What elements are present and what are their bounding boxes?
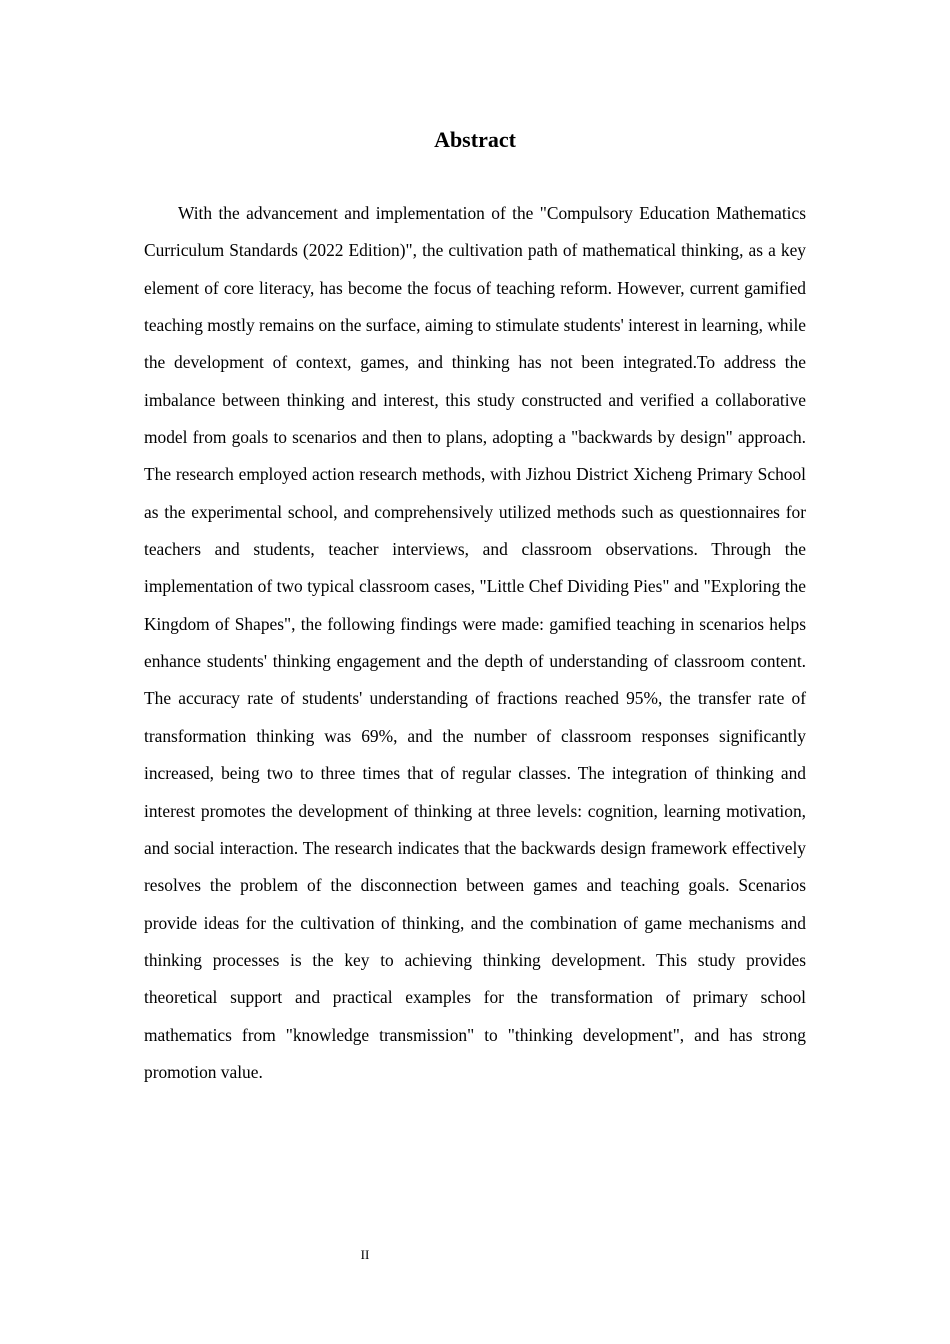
abstract-paragraph: With the advancement and implementation of the "Compulsory Education Mathematics Curriculum Standards (2022 Edition)", the cultivation path of mathematical thinking, as a key element of core literacy, has become the focus of teaching reform. However, current gamified teaching mostly remains on the surface, aiming to stimulate students' interest in learning, while the development of context, games, and thinking has not been integrated.To address the imbalance between thinking and interest, this study constructed and verified a collaborative model from goals to scenarios and then to plans, adopting a "backwards by design" approach. The research employed action research methods, with Jizhou District Xicheng Primary School as the experimental school, and comprehensively utilized methods such as questionnaires for teachers and students, teacher interviews, and classroom observations. Through the implementation of two typical classroom cases, "Little Chef Dividing Pies" and "Exploring the Kingdom of Shapes", the following findings were made: gamified teaching in scenarios helps enhance students' thinking engagement and the depth of understanding of classroom content. The accuracy rate of students' understanding of fractions reached 95%, the transfer rate of transformation thinking was 69%, and the number of classroom responses significantly increased, being two to three times that of regular classes. The integration of thinking and interest promotes the development of thinking at three levels: cognition, learning motivation, and social interaction. The research indicates that the backwards design framework effectively resolves the problem of the disconnection between games and teaching goals. Scenarios provide ideas for the cultivation of thinking, and the combination of game mechanisms and thinking processes is the key to achieving thinking development. This study provides theoretical support and practical examples for the transformation of primary school mathematics from "knowledge transmission" to "thinking development", and has strong promotion value.: [144, 203, 806, 1082]
page-number: II: [360, 1247, 370, 1262]
page-title: Abstract: [434, 127, 516, 152]
